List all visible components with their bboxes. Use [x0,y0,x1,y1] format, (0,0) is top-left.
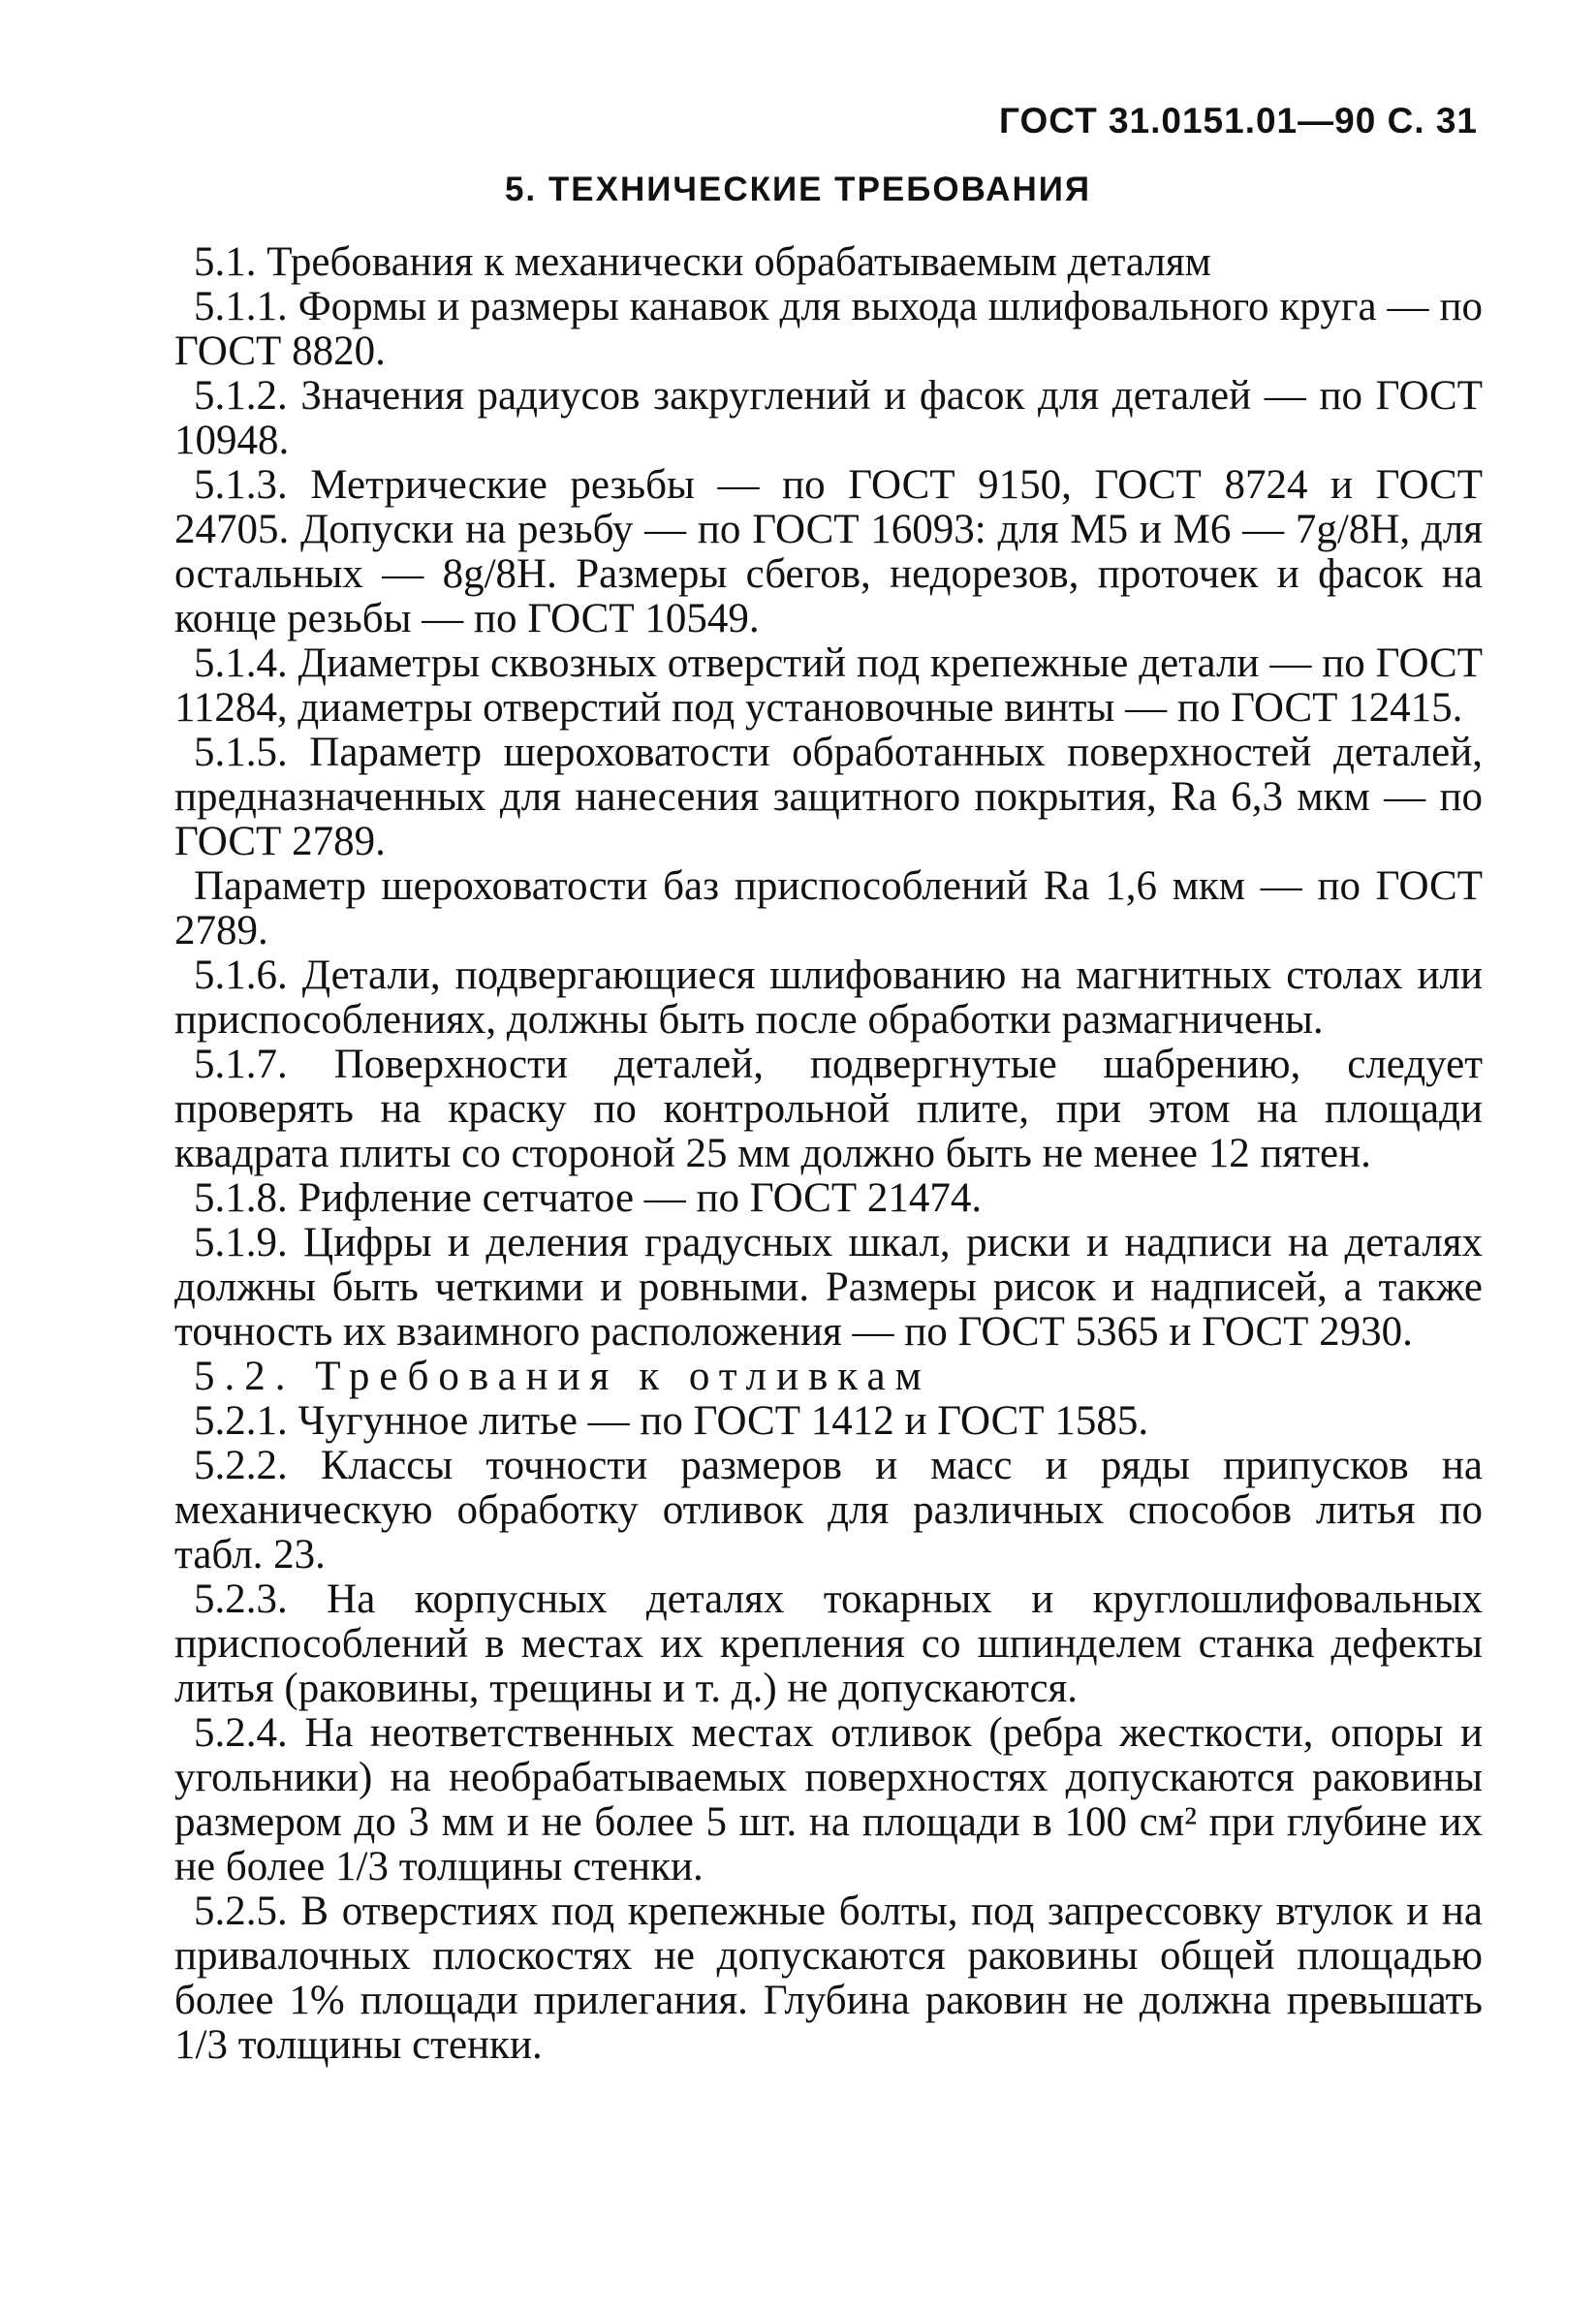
section-title: 5. ТЕХНИЧЕСКИЕ ТРЕБОВАНИЯ [504,171,1092,208]
paragraph-5-1-4: 5.1.4. Диаметры сквозных отверстий под крепежные детали — по ГОСТ 11284, диаметры отверстий под установочные винты — по ГОСТ 12415. [174,640,1483,731]
paragraph-5-2-4: 5.2.4. На неответственных местах отливок (ребра жесткости, опоры и угольники) на необрабатываемых поверхностях допускаются раковины размером до 3 мм и не более 5 шт. на площади в 100 см² при глубине их не более 1/3 толщины стенки. [174,1710,1483,1889]
paragraph-roughness-bases: Параметр шероховатости баз приспособлений Ra 1,6 мкм — по ГОСТ 2789. [174,863,1483,953]
paragraph-5-2-3: 5.2.3. На корпусных деталях токарных и круглошлифовальных приспособлений в местах их крепления со шпинделем станка дефекты литья (раковины, трещины и т. д.) не допускаются. [174,1576,1483,1711]
paragraph-5-1-6: 5.1.6. Детали, подвергающиеся шлифованию на магнитных столах или приспособлениях, должны быть после обработки размагничены. [174,952,1483,1043]
paragraph-5-1: 5.1. Требования к механически обрабатываемым деталям [194,239,1211,285]
paragraph-5-1-8: 5.1.8. Рифление сетчатое — по ГОСТ 21474. [194,1175,983,1221]
paragraph-5-1-7: 5.1.7. Поверхности деталей, подвергнутые шабрению, следует проверять на краску по контрольной плите, при этом на площади квадрата плиты со стороной 25 мм должно быть не менее 12 пятен. [174,1042,1483,1176]
running-header: ГОСТ 31.0151.01—90 С. 31 [999,101,1478,140]
paragraph-5-1-1: 5.1.1. Формы и размеры канавок для выхода шлифовального круга — по ГОСТ 8820. [174,284,1483,374]
paragraph-5-1-2: 5.1.2. Значения радиусов закруглений и фасок для деталей — по ГОСТ 10948. [174,373,1483,463]
paragraph-5-1-9: 5.1.9. Цифры и деления градусных шкал, риски и надписи на деталях должны быть четкими и ровными. Размеры рисок и надписей, а также точность их взаимного расположения — по ГОСТ 5365 и ГОСТ 2930. [174,1220,1483,1355]
paragraph-5-1-5: 5.1.5. Параметр шероховатости обработанных поверхностей деталей, предназначенных для нанесения защитного покрытия, Ra 6,3 мкм — по ГОСТ 2789. [174,730,1483,864]
paragraph-5-2-2: 5.2.2. Классы точности размеров и масс и ряды припусков на механическую обработку отливок для различных способов литья по табл. 23. [174,1443,1483,1577]
paragraph-5-2: 5.2. Требования к отливкам [194,1354,931,1399]
document-body [174,240,1483,2068]
paragraph-5-1-3: 5.1.3. Метрические резьбы — по ГОСТ 9150, ГОСТ 8724 и ГОСТ 24705. Допуски на резьбу — по ГОСТ 16093: для М5 и М6 — 7g/8H, для остальных — 8g/8H. Размеры сбегов, недорезов, проточек и фасок на конце резьбы — по ГОСТ 10549. [174,462,1483,641]
paragraph-5-2-5: 5.2.5. В отверстиях под крепежные болты, под запрессовку втулок и на привалочных плоскостях не допускаются раковины общей площадью более 1% площади прилегания. Глубина раковин не должна превышать 1/3 толщины стенки. [174,1889,1483,2068]
paragraph-5-2-1: 5.2.1. Чугунное литье — по ГОСТ 1412 и ГОСТ 1585. [194,1398,1149,1444]
